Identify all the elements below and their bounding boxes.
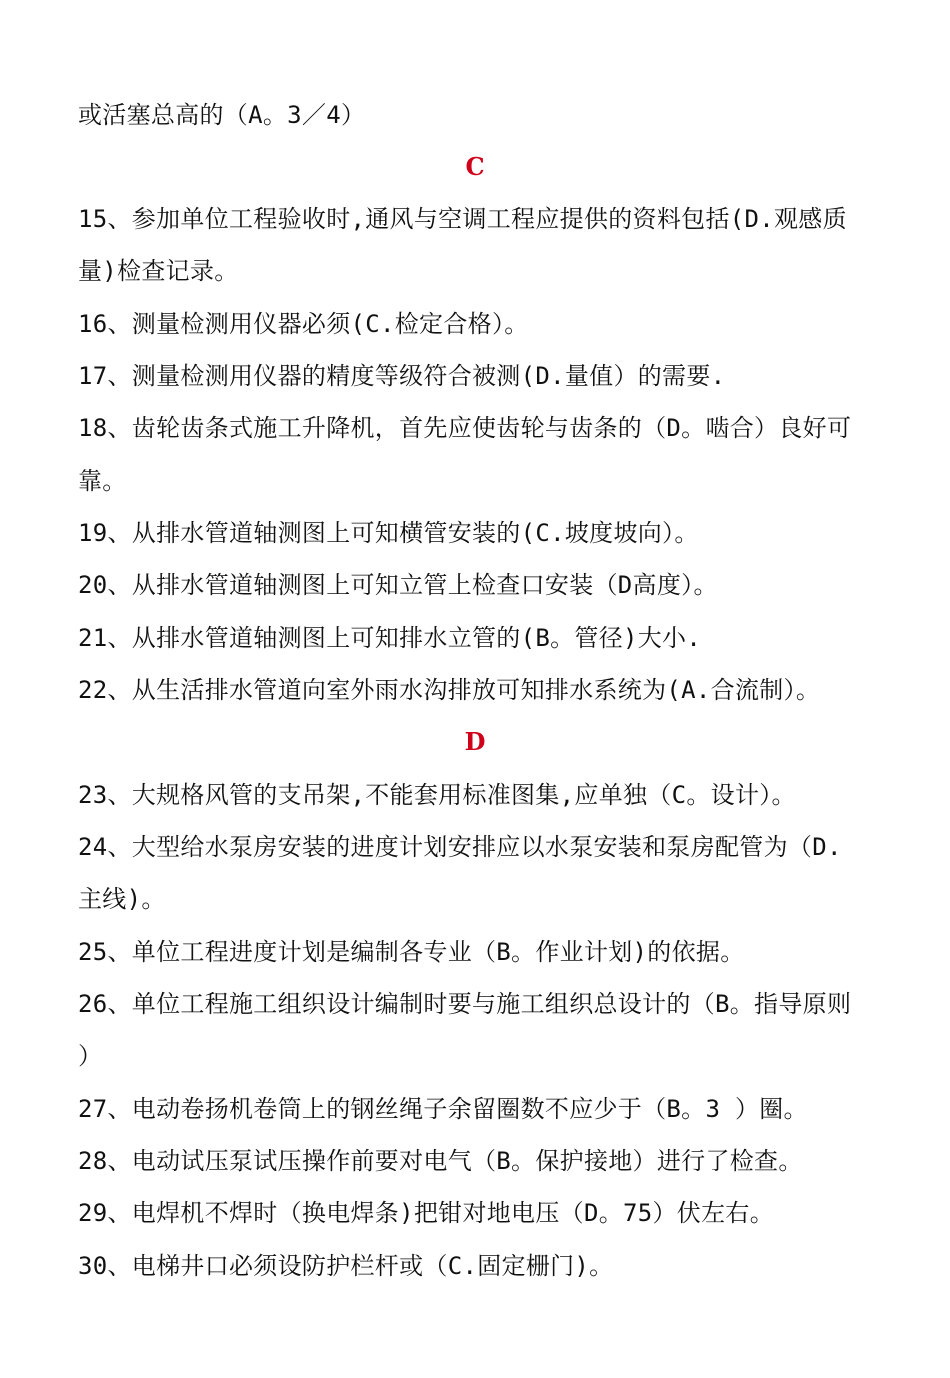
text-line: 主线)。	[78, 885, 166, 913]
section-heading-d: D	[464, 727, 486, 756]
text-line: 28、电动试压泵试压操作前要对电气（B。保护接地）进行了检查。	[78, 1147, 803, 1175]
text-line: 24、大型给水泵房安装的进度计划安排应以水泵安装和泵房配管为（D.	[78, 833, 842, 861]
text-line: 靠。	[78, 467, 127, 495]
text-line: 26、单位工程施工组织设计编制时要与施工组织总设计的（B。指导原则	[78, 990, 852, 1018]
text-line: ）	[78, 1042, 103, 1070]
text-line: 16、测量检测用仪器必须(C.检定合格）。	[78, 310, 529, 338]
text-line: 量)检查记录。	[78, 257, 239, 285]
text-line: 29、电焊机不焊时（换电焊条)把钳对地电压（D。75）伏左右。	[78, 1199, 774, 1227]
text-line: 30、电梯井口必须设防护栏杆或（C.固定栅门)。	[78, 1252, 614, 1280]
text-line: 19、从排水管道轴测图上可知横管安装的(C.坡度坡向）。	[78, 519, 699, 547]
text-line: 23、大规格风管的支吊架,不能套用标准图集,应单独（C。设计）。	[78, 781, 796, 809]
text-line: 21、从排水管道轴测图上可知排水立管的(B。管径)大小.	[78, 624, 702, 652]
text-line: 27、电动卷扬机卷筒上的钢丝绳子余留圈数不应少于（B。3 ）圈。	[78, 1095, 808, 1123]
text-line: 22、从生活排水管道向室外雨水沟排放可知排水系统为(A.合流制）。	[78, 676, 821, 704]
text-line: 17、测量检测用仪器的精度等级符合被测(D.量值）的需要.	[78, 362, 726, 390]
text-line: 15、参加单位工程验收时,通风与空调工程应提供的资料包括(D.观感质	[78, 205, 847, 233]
text-line: 20、从排水管道轴测图上可知立管上检查口安装（D高度）。	[78, 571, 718, 599]
text-line: 或活塞总高的（A。3／4）	[78, 101, 366, 129]
text-line: 25、单位工程进度计划是编制各专业（B。作业计划)的依据。	[78, 938, 745, 966]
section-heading-c: C	[465, 152, 485, 181]
text-line: 18、齿轮齿条式施工升降机，首先应使齿轮与齿条的（D。啮合）良好可	[78, 414, 852, 442]
